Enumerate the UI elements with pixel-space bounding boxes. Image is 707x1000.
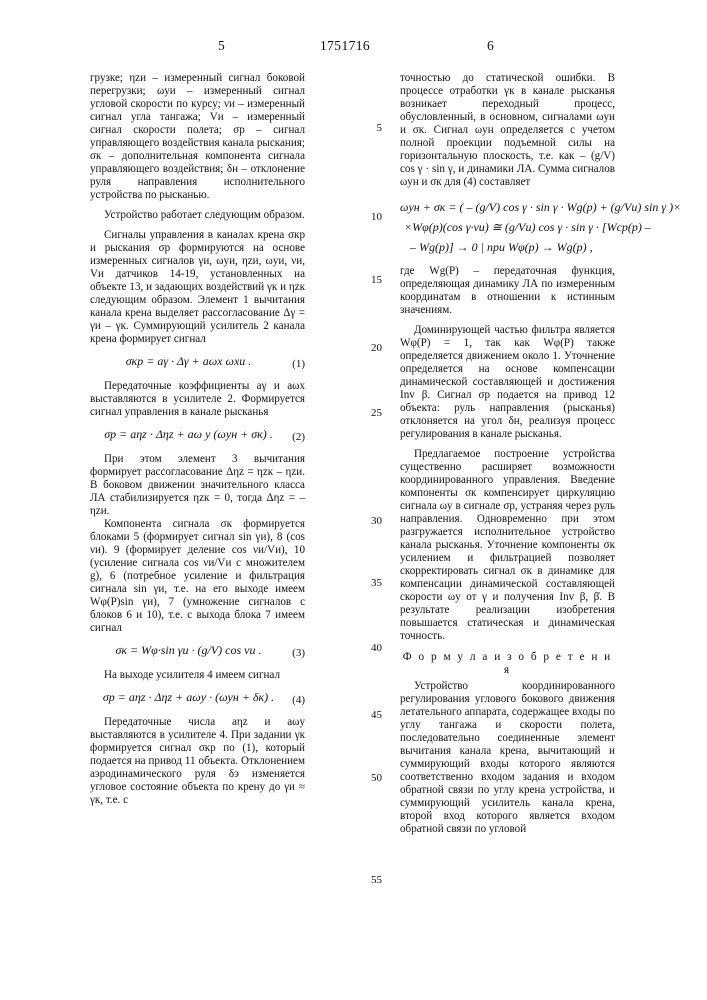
formula-1-number: (1) <box>292 358 305 370</box>
line-number: 15 <box>371 274 382 286</box>
formula-2-number: (2) <box>292 431 305 443</box>
paragraph: При этом элемент 3 вычитания формирует рассогласование Δηz = ηzк – ηzи. В боковом движении значительного класса ЛА стабилизируется ηzк = 0, тогда Δηz = – ηzи. <box>90 453 305 517</box>
line-number: 20 <box>371 342 382 354</box>
formula-4-number: (4) <box>292 694 305 706</box>
formula-block-line: ωyн + σк = ( – (g/V) cos γ · sin γ · Wg(p) + (g/Vи) sin γ )× <box>400 200 682 214</box>
line-number: 5 <box>376 122 382 134</box>
line-number: 10 <box>371 211 382 223</box>
line-number: 40 <box>371 642 382 654</box>
paragraph: Доминирующей частью фильтра является Wφ(P) = 1, так как Wφ(P) также определяется движением около 1. Уточнение определяется на основе компенсации динамической составляющей и достижения Inv β. Сигнал σp подается на привод 12 объекта: руль направления (рысканья) отклоняется на угол δн, реализуя процесс регулирования в канале рысканья. <box>400 324 615 440</box>
formula-1-body: σкр = aγ · Δγ + aωx ωxи . <box>125 354 252 368</box>
formula-block-line: ×Wφ(p)(cos γ·νи) ≅ (g/Vи) cos γ · sin γ · [Wcp(p) – <box>404 220 651 234</box>
page-header <box>0 38 707 60</box>
line-number: 55 <box>371 874 382 886</box>
paragraph: Сигналы управления в каналах крена σкр и рыскания σp формируются на основе измеренных сигналов γи, ωyи, ηzи, ωyи, νи, Vи датчиков 14-19, установленных на объекте 13, и задающих воздействий γк и ηzк следующим образом. Элемент 1 вычитания канала крена выделяет рассогласование Δγ = γи – γк. Суммирующий усилитель 2 канала крена формирует сигнал <box>90 229 305 345</box>
line-number: 45 <box>371 709 382 721</box>
formula-block-line: – Wg(p)] → 0 | при Wφ(p) → Wg(p) , <box>410 240 593 254</box>
paragraph: Предлагаемое построение устройства существенно расширяет возможности координированного управления. Введение компоненты σк компенсирует циркуляцию сигнала ωy в сигнале σp, устраняя через руль направления. Одновременно при этом разгружается исполнительное устройство канала рысканья. Уточнение компоненты σк усилением и фильтрацией позволяет скорректировать сигнал σк в динамике для компенсации динамической составляющей скорости ωy от γ и получения Inv β, β̇. В результате реализации изобретения повышается статическая и динамическая точность. <box>400 448 615 642</box>
paragraph: На выходе усилителя 4 имеем сигнал <box>104 669 280 681</box>
formula-block-5 <box>400 197 682 257</box>
page-number-right: 6 <box>487 38 494 53</box>
formula-3-body: σк = Wφ·sin γи · (g/V) cos νи . <box>115 643 262 657</box>
formula-1 <box>90 355 305 371</box>
right-text-column <box>400 72 682 836</box>
paragraph: точностью до статической ошибки. В процессе отработки γк в канале рысканья возникает переходный процесс, обусловленный, в основном, сигналами ωyи и σк. Сигнал ωyн определяется с учетом полной проекции подъемной силы на горизонтальную плоскость, т.е. как – (g/V) cos γ · sin γ, и динамики ЛА. Сумма сигналов ωyн и σк для (4) составляет <box>400 72 615 188</box>
left-text-column <box>90 72 305 807</box>
paragraph: Компонента сигнала σк формируется блоками 5 (формирует сигнал sin γи), 8 (cos νи). 9 (формирует деление cos νи/Vи), 10 (усиление сигнала cos νи/Vи с множителем g), 6 (потребное усиление и фильтрация сигнала sin γи, т.е. на его выходе имеем Wφ(P)sin γи), 7 (умножение сигналов с блоков 6 и 10), т.е. с выхода блока 7 имеем сигнал <box>90 518 305 634</box>
claim-paragraph: Устройство координированного регулирования углового бокового движения летательного аппарата, содержащее входы по углу тангажа и скорости полета, последовательно соединенные элемент вычитания канала крена, вычитающий и суммирующий входы которого являются соответственно входом задания и входом обратной связи по углу крена устройства, и суммирующий усилитель канала крена, второй вход которого является входом обратной связи по угловой <box>400 680 615 835</box>
formula-3-number: (3) <box>292 647 305 659</box>
formula-2-body: σp = aηz · Δηz + aω y (ωyн + σк) . <box>104 427 273 441</box>
formula-4-body: σp = aηz · Δηz + aωy · (ωyн + δк) . <box>102 690 275 704</box>
line-number: 35 <box>371 577 382 589</box>
line-number: 30 <box>371 515 382 527</box>
paragraph: грузке; ηzи – измеренный сигнал боковой перегрузки; ωyи – измеренный сигнал угловой скорости по курсу; νи – измеренный сигнал угла тангажа; Vи – измеренный сигнал скорости полета; σp – сигнал управляющего воздействия канала рыскания; σк – дополнительная компонента сигнала управляющего воздействия; δн – отклонение руля направления исполнительного устройства по рысканью. <box>90 72 305 201</box>
formula-3 <box>90 644 305 660</box>
claims-title: Ф о р м у л а и з о б р е т е н и я <box>402 651 613 676</box>
line-number: 25 <box>371 407 382 419</box>
page-number-left: 5 <box>218 38 225 53</box>
line-number: 50 <box>371 772 382 784</box>
formula-2 <box>90 428 305 444</box>
document-number: 1751716 <box>320 38 371 53</box>
paragraph: Передаточные числа aηz и aωy выставляются в усилителе 4. При задании γк формируется сигнал σкр по (1), который подается на привод 11 объекта. Отклонением аэродинамического руля δэ изменяется угловое состояние объекта по крену до γи ≈ γк, т.е. с <box>90 716 305 806</box>
paragraph: Устройство работает следующим образом. <box>104 209 305 221</box>
paragraph: Передаточные коэффициенты aγ и aωx выставляются в усилителе 2. Формируется сигнал управления в канале рысканья <box>90 380 305 418</box>
formula-4 <box>90 691 305 707</box>
paragraph: где Wg(P) – передаточная функция, определяющая динамику ЛА по измеренным координатам в отношении к истинным значениям. <box>400 265 615 316</box>
